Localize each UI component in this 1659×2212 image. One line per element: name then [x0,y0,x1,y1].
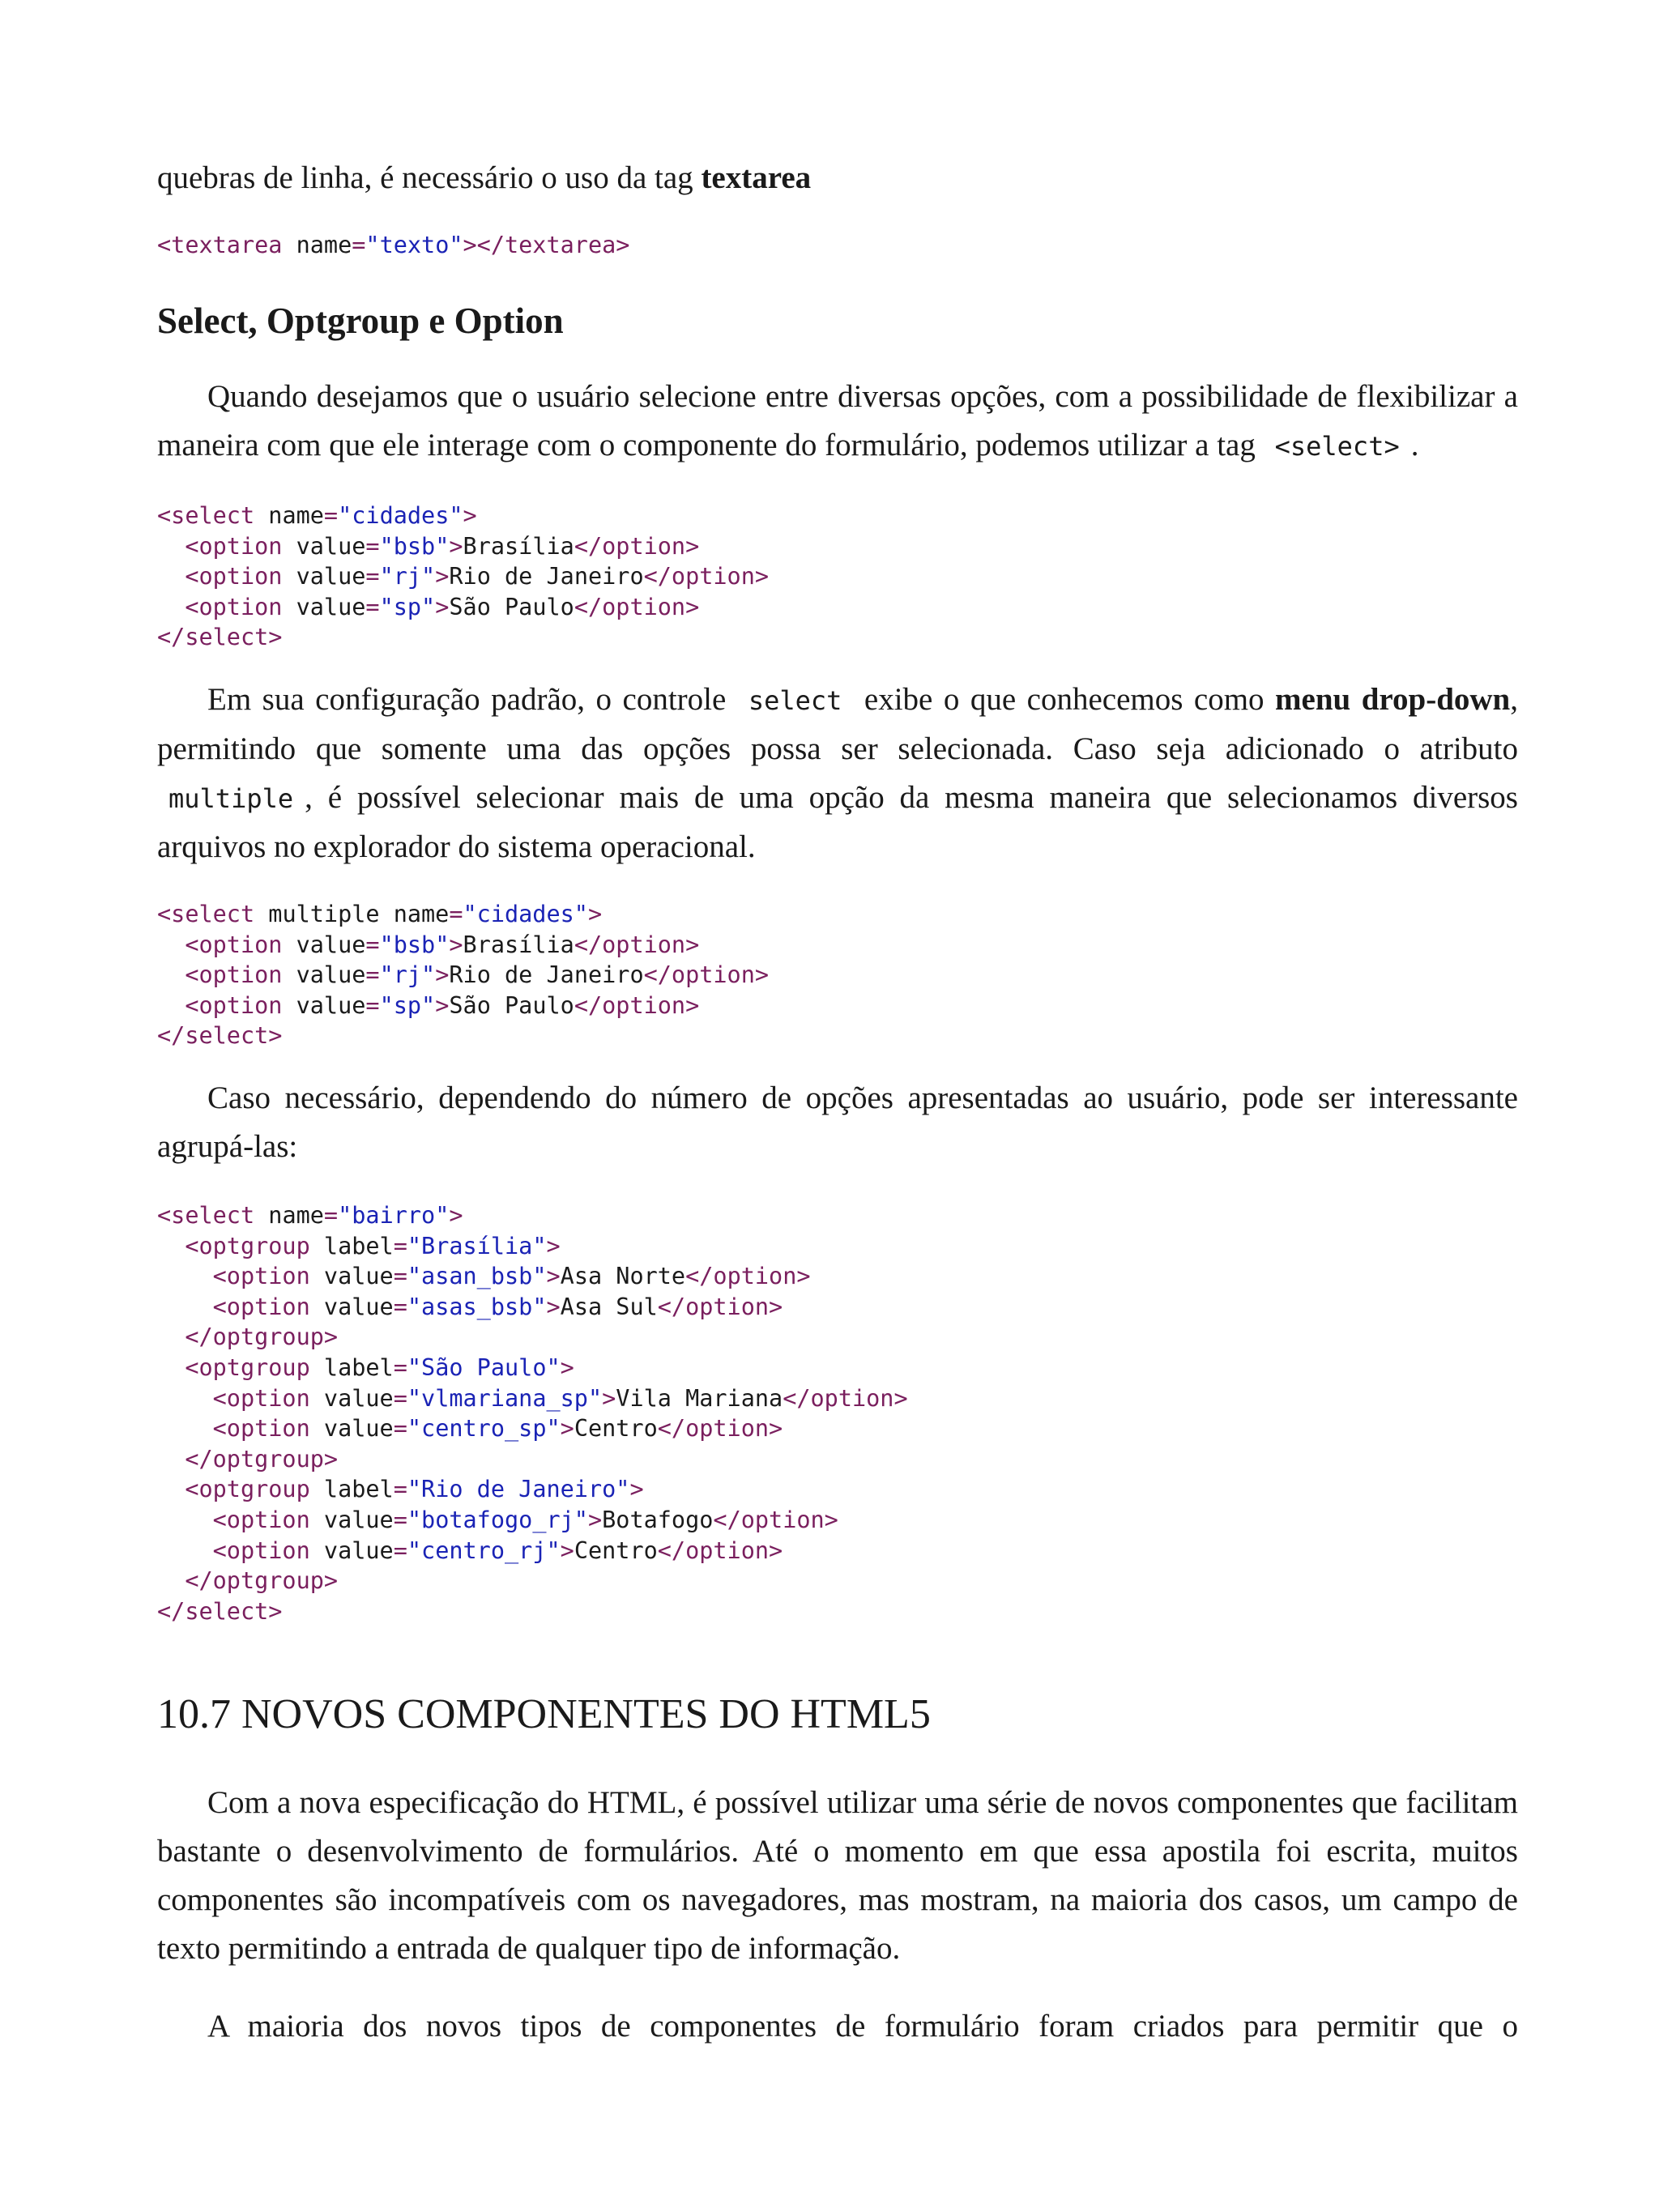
code-token: > [587,901,603,927]
code-line [157,1446,338,1473]
code-token: value [296,593,366,620]
code-line [157,533,699,560]
code-token [157,1233,185,1259]
code-token [157,1537,213,1564]
code-token: "asas_bsb" [407,1293,547,1320]
code-token [157,1476,185,1502]
code-token: <option [212,1536,324,1564]
code-block-select [157,501,769,653]
code-token: = [393,1293,407,1320]
code-token: value [296,961,366,989]
code-line [157,1507,838,1533]
code-line [157,1476,644,1502]
code-line [157,1567,338,1594]
code-token: = [393,1536,407,1564]
code-token: <option [212,1506,324,1533]
code-token [157,1323,185,1350]
code-token: = [365,991,380,1019]
code-token: </select> [157,624,283,651]
code-token: value [323,1293,394,1320]
code-token: = [393,1232,407,1259]
code-token: value [323,1415,394,1443]
para1-text: Quando desejamos que o usuário selecione entre diversas opções, com a possibilidade de flexibilizar a maneira com que ele interage com o componente do formulário, podemos utilizar a tag [157,379,1518,462]
code-token: <textarea [157,232,296,258]
code-token [157,563,185,590]
code-token: <option [212,1293,324,1320]
code-token [157,1415,213,1442]
code-token: label [323,1353,394,1381]
code-token: <option [185,991,296,1019]
para1-after: . [1410,428,1419,462]
code-line [157,1202,463,1229]
code-token: </option> [657,1415,783,1443]
code-line [157,1233,561,1259]
code-token: "São Paulo" [407,1353,561,1381]
code-token: > [629,1476,644,1503]
code-token: Centro [574,1536,658,1564]
section-heading-html5: 10.7 NOVOS COMPONENTES DO HTML5 [157,1691,931,1737]
code-token: </optgroup> [185,1323,339,1351]
code-token: = [393,1415,407,1443]
code-token: > [546,1232,561,1259]
code-token [157,1263,213,1289]
code-block-select-multiple [157,899,769,1051]
code-line [157,1323,338,1350]
code-token [157,961,185,988]
code-token: value [296,563,366,590]
code-token: = [393,1353,407,1381]
code-token: São Paulo [449,991,574,1019]
code-token: </select> [157,1022,283,1050]
code-token [157,1567,185,1594]
code-token: <option [185,931,296,958]
code-line [157,1354,574,1381]
code-token: value [323,1384,394,1412]
code-token: Asa Norte [560,1263,686,1290]
code-token: </select> [157,1597,283,1625]
code-token: name [268,502,324,529]
inline-code-multiple: multiple [168,783,294,814]
code-token: "rj" [379,563,436,590]
intro-bold: textarea [701,160,812,195]
code-token: </option> [783,1384,908,1412]
intro-text: quebras de linha, é necessário o uso da tag [157,160,702,195]
code-token: Asa Sul [560,1293,658,1320]
code-token: </option> [643,961,770,989]
code-token: <select [157,1202,269,1229]
code-token: "centro_sp" [407,1415,561,1443]
code-token: = [365,961,380,989]
code-token: > [560,1353,574,1381]
code-line [157,901,602,927]
code-token: > [435,961,450,989]
heading-select-optgroup-option: Select, Optgroup e Option [157,300,564,341]
para2-t4: , é possível selecionar mais de uma opção da mesma maneira que selecionamos diversos arquivos no explorador do sistema operacional. [157,780,1518,864]
code-token: <optgroup [185,1353,324,1381]
code-token: "botafogo_rj" [407,1506,588,1533]
code-token: Brasília [463,931,574,958]
paragraph-html5-types [157,2002,1518,2051]
code-token: value [296,532,366,560]
code-token: label [323,1476,394,1503]
code-token [157,1507,213,1533]
code-token: > [587,1506,603,1533]
code-token: > [435,563,450,590]
code-line [157,232,629,258]
code-token: > [449,532,463,560]
code-token: value [323,1506,394,1533]
code-token: <option [185,563,296,590]
code-token: = [449,901,463,927]
code-token: Botafogo [602,1506,714,1533]
code-token: "sp" [379,593,436,620]
code-token: </option> [574,931,700,958]
code-token: </option> [574,593,700,620]
code-token: "cidades" [463,901,588,927]
code-token: > [435,991,450,1019]
code-token: <select [157,502,269,529]
code-token: Brasília [463,532,574,560]
code-token: > [449,1202,463,1229]
para2-t3: , permitindo que somente uma das opções possa ser selecionada. Caso seja adicionado o atributo [157,682,1518,766]
code-line [157,1598,282,1625]
code-token [157,1385,213,1412]
code-token: = [323,1202,339,1229]
code-token: São Paulo [449,593,574,620]
code-token: = [393,1476,407,1503]
paragraph-html5-components: Com a nova especificação do HTML, é possível utilizar uma série de novos componentes que facilitam bastante o desenvolvimento de formulários. Até o momento em que essa apostila foi escrita, muitos componentes são incompatíveis com os navegadores, mas mostram, na maioria dos casos, um campo de texto permitindo a entrada de qualquer tipo de informação. [157,1785,1518,1966]
code-token: "bsb" [379,532,450,560]
para2-t1: Em sua configuração padrão, o controle [207,682,727,717]
code-block-textarea [157,230,629,261]
code-line [157,961,769,988]
para2-bold: menu drop-down [1275,682,1511,717]
code-token: = [365,593,380,620]
code-line [157,1263,811,1289]
code-token [157,992,185,1019]
code-token: = [365,532,380,560]
code-token: </option> [713,1506,838,1533]
code-token: > [546,1263,561,1290]
code-token: "cidades" [338,502,463,529]
code-token: </option> [574,532,700,560]
code-token: > [546,1293,561,1320]
code-token: </option> [574,991,700,1019]
code-token: </option> [657,1293,783,1320]
code-token: label [323,1232,394,1259]
code-token: = [393,1263,407,1290]
code-token [157,931,185,958]
code-token: "vlmariana_sp" [407,1384,603,1412]
paragraph-optgroup-intro: Caso necessário, dependendo do número de opções apresentadas ao usuário, pode ser interessante agrupá-las: [157,1080,1518,1164]
code-token: <option [212,1384,324,1412]
code-token: Rio de Janeiro [449,563,644,590]
code-token: <optgroup [185,1232,324,1259]
code-token [157,1294,213,1320]
code-token: "asan_bsb" [407,1263,547,1290]
code-token: Rio de Janeiro [449,961,644,989]
code-token: = [365,931,380,958]
code-line [157,594,699,620]
code-token: = [352,232,366,258]
code-line [157,1537,783,1564]
para2-t2: exibe o que conhecemos como [864,682,1276,717]
code-token: "Rio de Janeiro" [407,1476,630,1503]
code-line [157,1022,282,1049]
code-token: </option> [657,1536,783,1564]
code-line [157,1385,908,1412]
code-token: "Brasília" [407,1232,547,1259]
code-token: > [602,1384,616,1412]
code-line [157,1294,783,1320]
code-token: "texto" [365,232,463,258]
code-token: <option [212,1263,324,1290]
code-token: "centro_rj" [407,1536,561,1564]
code-token: <option [212,1415,324,1443]
code-token [157,533,185,560]
code-token: "bairro" [338,1202,450,1229]
code-token: ></textarea> [463,232,630,258]
code-token: </option> [685,1263,811,1290]
code-token: value [323,1263,394,1290]
paragraph-select-intro [157,373,1518,471]
code-token: = [365,563,380,590]
paragraph-select-multiple [157,676,1518,872]
code-token: </option> [643,563,770,590]
code-line [157,502,477,529]
code-token: Centro [574,1415,658,1443]
code-token: Vila Mariana [616,1384,783,1412]
code-token: value [296,991,366,1019]
code-token: </optgroup> [185,1445,339,1473]
code-token: name [268,1202,324,1229]
code-token: value [323,1536,394,1564]
code-token: </optgroup> [185,1567,339,1595]
code-token: <select [157,901,269,927]
code-token: = [393,1384,407,1412]
code-token: > [449,931,463,958]
code-token: "rj" [379,961,436,989]
para5-text: A maioria dos novos tipos de componentes de formulário foram criados para permitir que o [207,2009,1518,2044]
code-token: <optgroup [185,1476,324,1503]
code-token [157,594,185,620]
code-line [157,563,769,590]
intro-line [157,154,1518,202]
code-token: = [323,502,339,529]
code-token: > [560,1536,574,1564]
code-token [157,1446,185,1473]
code-token [157,1354,185,1381]
code-token: multiple name [268,901,450,927]
code-token: > [435,593,450,620]
code-token: name [296,232,352,258]
inline-code-select-tag: <select> [1274,431,1400,462]
code-line [157,992,699,1019]
code-line [157,931,699,958]
inline-code-select: select [748,685,842,716]
code-line [157,1415,783,1442]
code-block-optgroup [157,1200,908,1626]
code-token: = [393,1506,407,1533]
code-line [157,624,282,650]
code-token: "bsb" [379,931,450,958]
code-token: <option [185,593,296,620]
code-token: <option [185,532,296,560]
code-token: > [560,1415,574,1443]
code-token: > [463,502,477,529]
code-token: <option [185,961,296,989]
code-token: value [296,931,366,958]
code-token: "sp" [379,991,436,1019]
